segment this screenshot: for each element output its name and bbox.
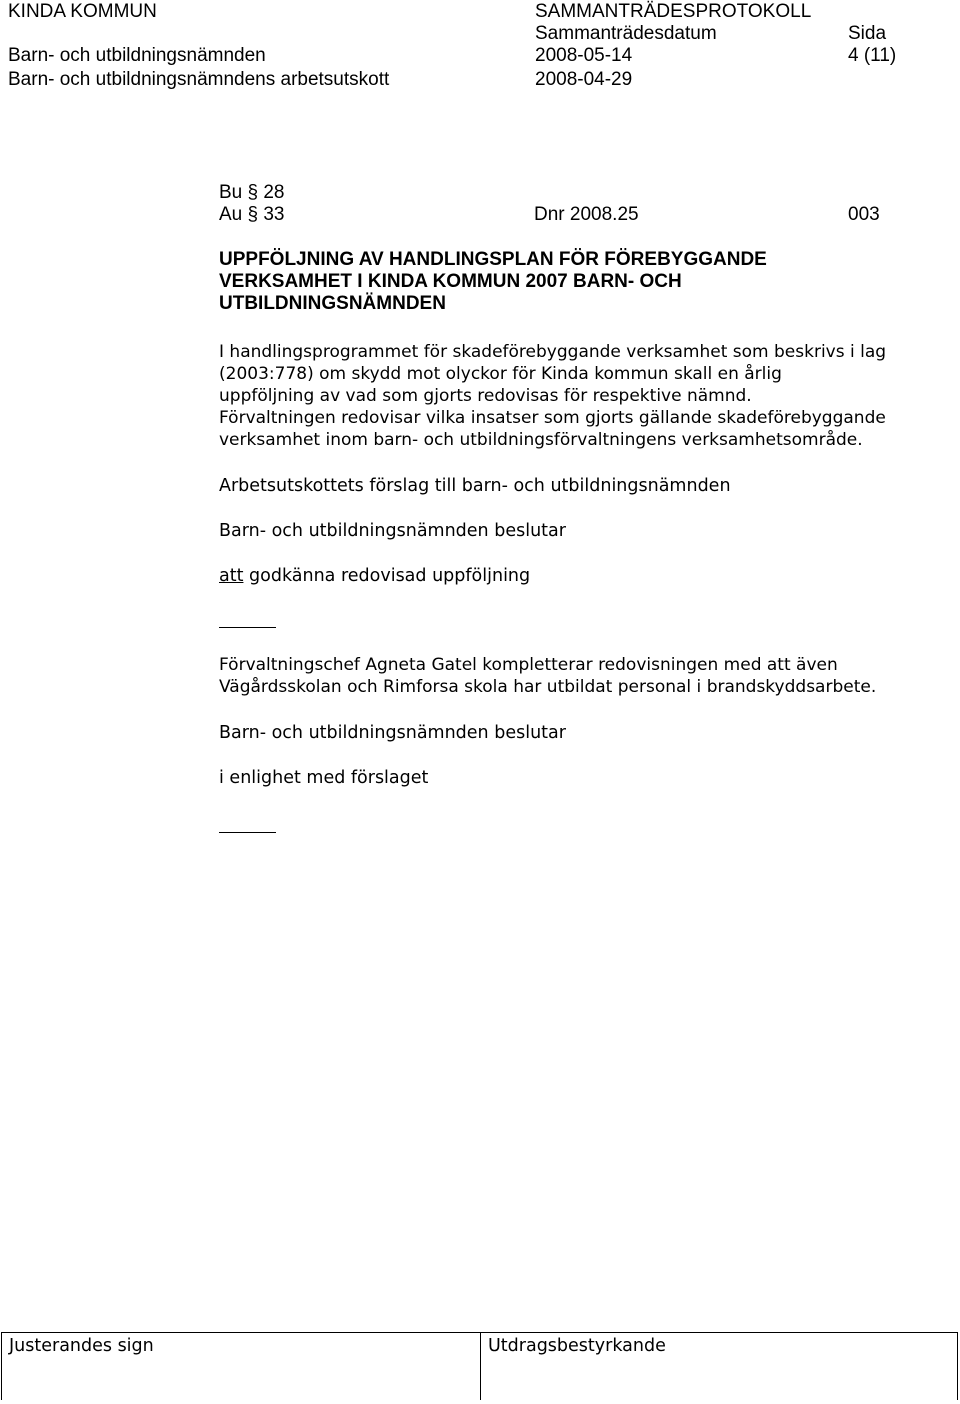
supplement-paragraph [219,654,959,698]
intro-line: (2003:778) om skydd mot olyckor för Kinda kommun skall en årlig [219,364,782,384]
au-paragraph-ref: Au § 33 [219,204,285,225]
title-line: UPPFÖLJNING AV HANDLINGSPLAN FÖR FÖREBYGGANDE [219,249,767,270]
document-type: SAMMANTRÄDESPROTOKOLL [535,1,812,22]
committee-name: Barn- och utbildningsnämndens arbetsutskott [8,69,390,90]
separator-rule [219,627,276,628]
utdragsbestyrkande-label: Utdragsbestyrkande [488,1336,666,1356]
final-decision: i enlighet med förslaget [219,768,429,788]
decision-att: att [219,566,244,586]
dnr-code: 003 [848,204,880,225]
decision-body: godkänna redovisad uppföljning [243,566,531,586]
signature-footer [1,1332,958,1400]
supplement-line: Vägårdsskolan och Rimforsa skola har utbildat personal i brandskyddsarbete. [219,677,877,697]
title-line: VERKSAMHET I KINDA KOMMUN 2007 BARN- OCH [219,271,682,292]
intro-line: Förvaltningen redovisar vilka insatser som gjorts gällande skadeförebyggande [219,408,886,428]
page-label: Sida [848,23,887,44]
supplement-line: Förvaltningschef Agneta Gatel kompletterar redovisningen med att även [219,655,838,675]
intro-line: uppföljning av vad som gjorts redovisas för respektive nämnd. [219,386,752,406]
bu-paragraph-ref: Bu § 28 [219,182,285,203]
proposal-heading: Arbetsutskottets förslag till barn- och utbildningsnämnden [219,476,731,496]
page-title [219,249,919,315]
page-number: 4 (11) [848,45,897,66]
committee-meeting-date: 2008-04-29 [535,69,633,90]
dnr-reference: Dnr 2008.25 [534,204,639,225]
intro-paragraph [219,341,959,451]
meeting-date-label: Sammanträdesdatum [535,23,717,44]
decision-text [219,565,530,587]
separator-rule-2 [219,832,276,833]
intro-line: verksamhet inom barn- och utbildningsförvaltningens verksamhetsområde. [219,430,863,450]
title-line: UTBILDNINGSNÄMNDEN [219,293,446,314]
board-meeting-date: 2008-05-14 [535,45,633,66]
board-name: Barn- och utbildningsnämnden [8,45,266,66]
justerandes-sign-label: Justerandes sign [9,1336,154,1356]
decision-heading: Barn- och utbildningsnämnden beslutar [219,521,566,541]
intro-line: I handlingsprogrammet för skadeförebyggande verksamhet som beskrivs i lag [219,342,887,362]
footer-divider [480,1333,481,1400]
decision-heading-2: Barn- och utbildningsnämnden beslutar [219,723,566,743]
municipality-name: KINDA KOMMUN [8,1,157,22]
